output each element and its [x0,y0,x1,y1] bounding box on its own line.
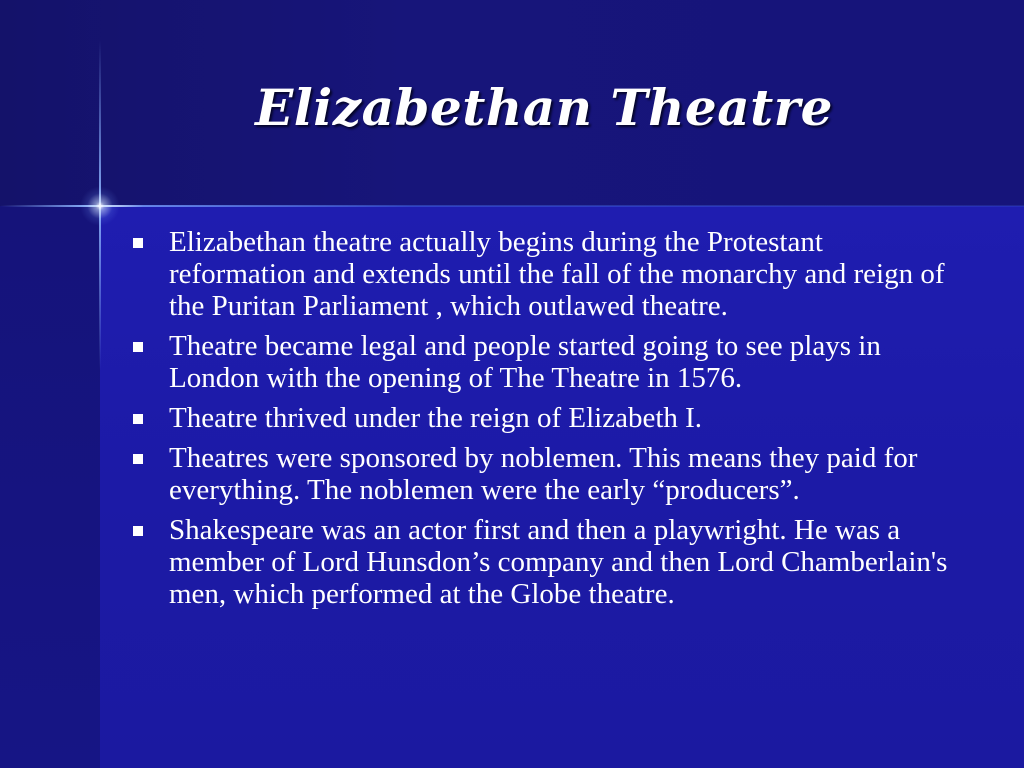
left-band [0,206,100,768]
bullet-list [130,226,960,618]
star-sparkle-icon [80,186,120,226]
square-bullet-icon [133,454,143,464]
bullet-item [130,226,960,322]
bullet-text: Elizabethan theatre actually begins during the Protestant reformation and extends until the fall of the monarchy and reign of the Puritan Parliament , which outlawed theatre. [169,226,945,322]
bullet-text: Theatres were sponsored by noblemen. This means they paid for everything. The noblemen were the early “producers”. [169,442,918,506]
slide-title: Elizabethan Theatre [255,78,833,137]
bullet-text: Theatre became legal and people started going to see plays in London with the opening of The Theatre in 1576. [169,330,881,394]
square-bullet-icon [133,414,143,424]
bullet-text: Theatre thrived under the reign of Elizabeth I. [169,402,703,434]
square-bullet-icon [133,526,143,536]
square-bullet-icon [133,238,143,248]
bullet-item [130,330,960,394]
bullet-item [130,442,960,506]
bullet-text: Shakespeare was an actor first and then a playwright. He was a member of Lord Hunsdon’s company and then Lord Chamberlain's men, which performed at the Globe theatre. [169,514,948,610]
square-bullet-icon [133,342,143,352]
horizontal-light-line [0,205,1024,207]
bullet-item [130,402,960,434]
bullet-item [130,514,960,610]
